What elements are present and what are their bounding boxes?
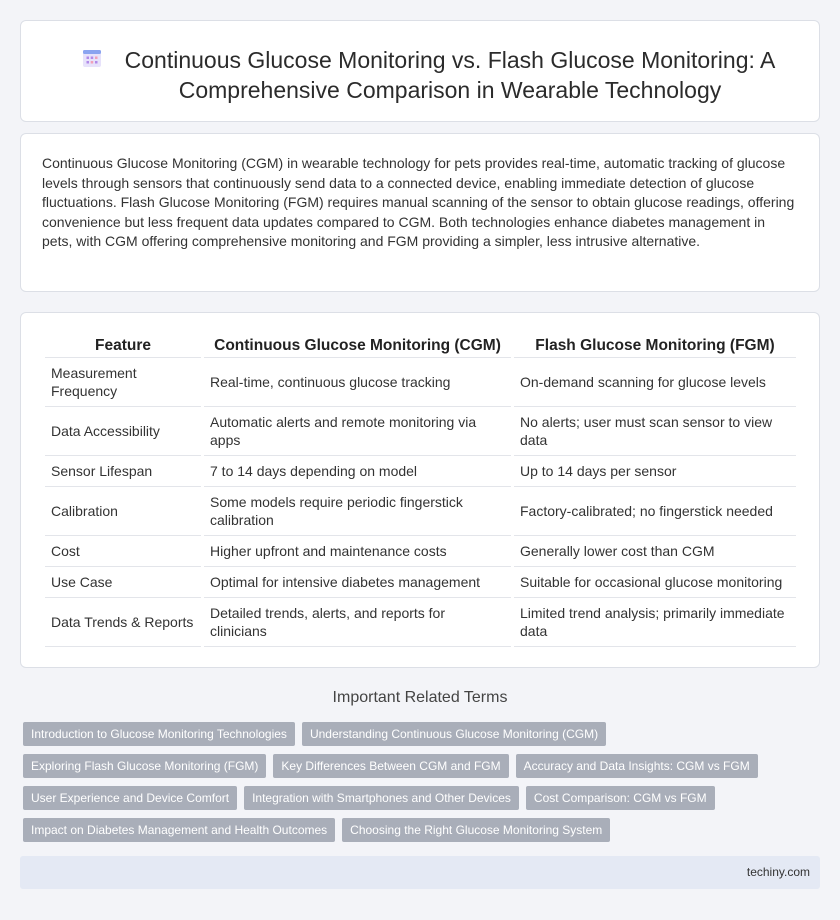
related-term-tag[interactable]: User Experience and Device Comfort xyxy=(23,786,237,810)
table-row xyxy=(45,487,796,536)
table-cell: Higher upfront and maintenance costs xyxy=(204,536,511,567)
table-cell: Cost xyxy=(45,536,201,567)
table-cell: On-demand scanning for glucose levels xyxy=(514,358,796,407)
calendar-grid-icon xyxy=(81,47,103,69)
related-term-tag[interactable]: Impact on Diabetes Management and Health Outcomes xyxy=(23,818,335,842)
tag-row xyxy=(23,754,823,778)
table-cell: Detailed trends, alerts, and reports for clinicians xyxy=(204,598,511,647)
related-term-tag[interactable]: Integration with Smartphones and Other Devices xyxy=(244,786,519,810)
table-row xyxy=(45,598,796,647)
related-term-tag[interactable]: Choosing the Right Glucose Monitoring System xyxy=(342,818,610,842)
related-term-tag[interactable]: Cost Comparison: CGM vs FGM xyxy=(526,786,715,810)
table-cell: Limited trend analysis; primarily immediate data xyxy=(514,598,796,647)
table-cell: Data Trends & Reports xyxy=(45,598,201,647)
table-row xyxy=(45,407,796,456)
table-cell: Measurement Frequency xyxy=(45,358,201,407)
table-row xyxy=(45,358,796,407)
table-cell: Automatic alerts and remote monitoring via apps xyxy=(204,407,511,456)
tag-row xyxy=(23,786,823,810)
table-cell: Up to 14 days per sensor xyxy=(514,456,796,487)
related-term-tag[interactable]: Introduction to Glucose Monitoring Technologies xyxy=(23,722,295,746)
intro-card xyxy=(20,133,820,292)
footer-brand[interactable]: techiny.com xyxy=(746,865,810,879)
table-row xyxy=(45,536,796,567)
page-title: Continuous Glucose Monitoring vs. Flash Glucose Monitoring: A Comprehensive Comparison in Wearable Technology xyxy=(124,47,776,103)
comparison-table-card xyxy=(20,312,820,668)
table-header-feature: Feature xyxy=(45,335,201,358)
table-cell: Factory-calibrated; no fingerstick needed xyxy=(514,487,796,536)
related-term-tag[interactable]: Key Differences Between CGM and FGM xyxy=(273,754,508,778)
table-header-cgm: Continuous Glucose Monitoring (CGM) xyxy=(204,335,511,358)
tag-row xyxy=(23,818,823,842)
table-row xyxy=(45,456,796,487)
table-cell: Sensor Lifespan xyxy=(45,456,201,487)
table-cell: Calibration xyxy=(45,487,201,536)
related-term-tag[interactable]: Exploring Flash Glucose Monitoring (FGM) xyxy=(23,754,266,778)
related-terms-heading: Important Related Terms xyxy=(332,689,508,706)
footer xyxy=(20,856,820,889)
related-term-tag[interactable]: Understanding Continuous Glucose Monitoring (CGM) xyxy=(302,722,606,746)
comparison-table xyxy=(42,335,799,647)
related-terms-list xyxy=(23,722,823,850)
table-cell: Data Accessibility xyxy=(45,407,201,456)
table-cell: Suitable for occasional glucose monitoring xyxy=(514,567,796,598)
table-cell: Real-time, continuous glucose tracking xyxy=(204,358,511,407)
table-cell: Some models require periodic fingerstick calibration xyxy=(204,487,511,536)
table-cell: Generally lower cost than CGM xyxy=(514,536,796,567)
table-cell: No alerts; user must scan sensor to view data xyxy=(514,407,796,456)
table-cell: 7 to 14 days depending on model xyxy=(204,456,511,487)
tag-row xyxy=(23,722,823,746)
table-cell: Use Case xyxy=(45,567,201,598)
intro-paragraph: Continuous Glucose Monitoring (CGM) in wearable technology for pets provides real-time, automatic tracking of glucose levels through sensors that continuously send data to a connected device, enabling immediate detection of glucose fluctuations. Flash Glucose Monitoring (FGM) requires manual scanning of the sensor to obtain glucose readings, offering convenience but less frequent data updates compared to CGM. Both technologies enhance diabetes management in pets, with CGM offering comprehensive monitoring and FGM providing a simpler, less intrusive alternative. xyxy=(42,155,795,249)
related-term-tag[interactable]: Accuracy and Data Insights: CGM vs FGM xyxy=(516,754,758,778)
title-card xyxy=(20,20,820,122)
table-cell: Optimal for intensive diabetes management xyxy=(204,567,511,598)
table-header-fgm: Flash Glucose Monitoring (FGM) xyxy=(514,335,796,358)
table-row xyxy=(45,567,796,598)
